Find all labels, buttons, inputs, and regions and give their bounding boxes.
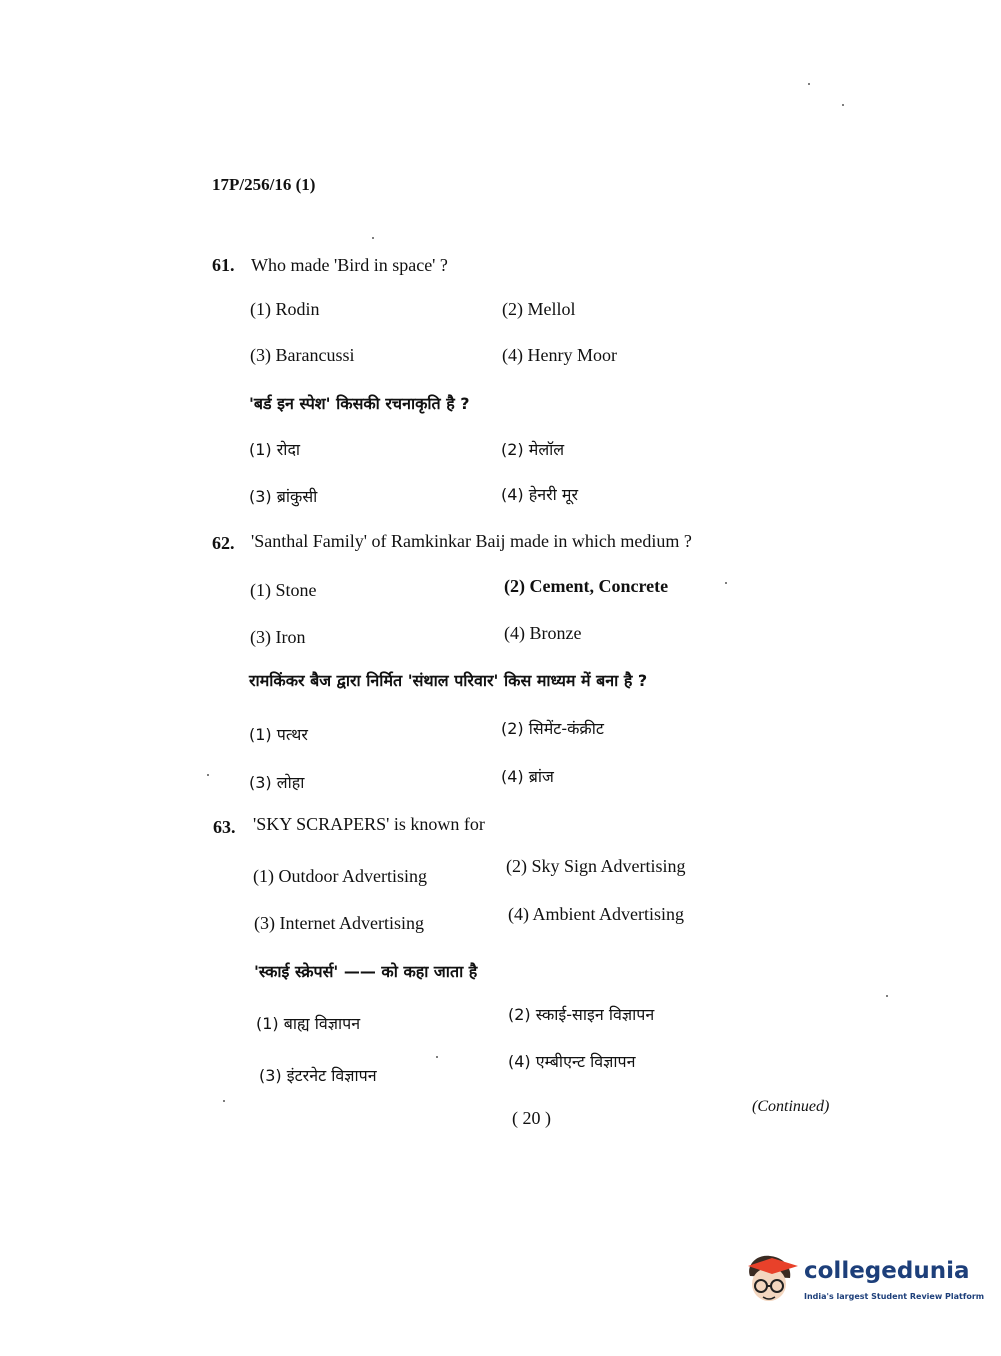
hindi-option-1: (1) बाह्य विज्ञापन bbox=[256, 1014, 361, 1033]
scan-speck bbox=[725, 582, 727, 584]
hindi-option-4: (4) ब्रांज bbox=[501, 767, 554, 786]
option-3: (3) Internet Advertising bbox=[254, 913, 424, 933]
question-text-hindi: 'स्काई स्क्रेपर्स' —— को कहा जाता है bbox=[254, 962, 478, 981]
option-3: (3) Barancussi bbox=[250, 345, 355, 365]
question-text-hindi: रामकिंकर बैज द्वारा निर्मित 'संथाल परिवार' किस माध्यम में बना है ? bbox=[249, 671, 648, 690]
collegedunia-logo bbox=[742, 1252, 985, 1312]
hindi-option-2: (2) मेलॉल bbox=[501, 440, 565, 459]
scan-speck bbox=[223, 1100, 225, 1102]
hindi-option-2: (2) सिमेंट-कंक्रीट bbox=[501, 719, 604, 738]
question-text: Who made 'Bird in space' ? bbox=[251, 255, 448, 275]
scan-speck bbox=[808, 83, 810, 85]
option-4: (4) Henry Moor bbox=[502, 345, 617, 365]
hindi-option-3: (3) लोहा bbox=[249, 773, 305, 792]
option-1: (1) Rodin bbox=[250, 299, 320, 319]
hindi-option-2: (2) स्काई-साइन विज्ञापन bbox=[508, 1005, 655, 1024]
scan-speck bbox=[886, 995, 888, 997]
page-number: ( 20 ) bbox=[512, 1108, 551, 1128]
hindi-option-4: (4) हेनरी मूर bbox=[501, 485, 579, 504]
option-4: (4) Ambient Advertising bbox=[508, 904, 684, 924]
question-text: 'SKY SCRAPERS' is known for bbox=[253, 814, 485, 834]
scan-speck bbox=[207, 774, 209, 776]
hindi-option-4: (4) एम्बीएन्ट विज्ञापन bbox=[508, 1052, 636, 1071]
hindi-option-3: (3) ब्रांकुसी bbox=[249, 487, 318, 506]
hindi-option-1: (1) पत्थर bbox=[249, 725, 308, 744]
question-number: 62. bbox=[212, 533, 235, 553]
option-2: (2) Cement, Concrete bbox=[504, 576, 669, 596]
scan-speck bbox=[436, 1056, 438, 1058]
question-text: 'Santhal Family' of Ramkinkar Baij made in which medium ? bbox=[251, 531, 692, 551]
brand-name: collegedunia bbox=[804, 1258, 970, 1284]
option-2: (2) Mellol bbox=[502, 299, 576, 319]
hindi-option-1: (1) रोदा bbox=[249, 440, 301, 459]
question-number: 63. bbox=[213, 817, 236, 837]
hindi-option-3: (3) इंटरनेट विज्ञापन bbox=[259, 1066, 377, 1085]
option-4: (4) Bronze bbox=[504, 623, 582, 643]
brand-tagline: India's largest Student Review Platform bbox=[804, 1292, 985, 1301]
continued-note: (Continued) bbox=[752, 1098, 830, 1115]
option-1: (1) Stone bbox=[250, 580, 317, 600]
paper-code: 17P/256/16 (1) bbox=[212, 175, 316, 194]
question-text-hindi: 'बर्ड इन स्पेश' किसकी रचनाकृति है ? bbox=[249, 394, 470, 413]
option-3: (3) Iron bbox=[250, 627, 306, 647]
scan-speck bbox=[372, 237, 374, 239]
option-2: (2) Sky Sign Advertising bbox=[506, 856, 686, 876]
scan-speck bbox=[842, 104, 844, 106]
option-1: (1) Outdoor Advertising bbox=[253, 866, 427, 886]
mascot-icon bbox=[742, 1252, 802, 1312]
question-number: 61. bbox=[212, 255, 235, 275]
